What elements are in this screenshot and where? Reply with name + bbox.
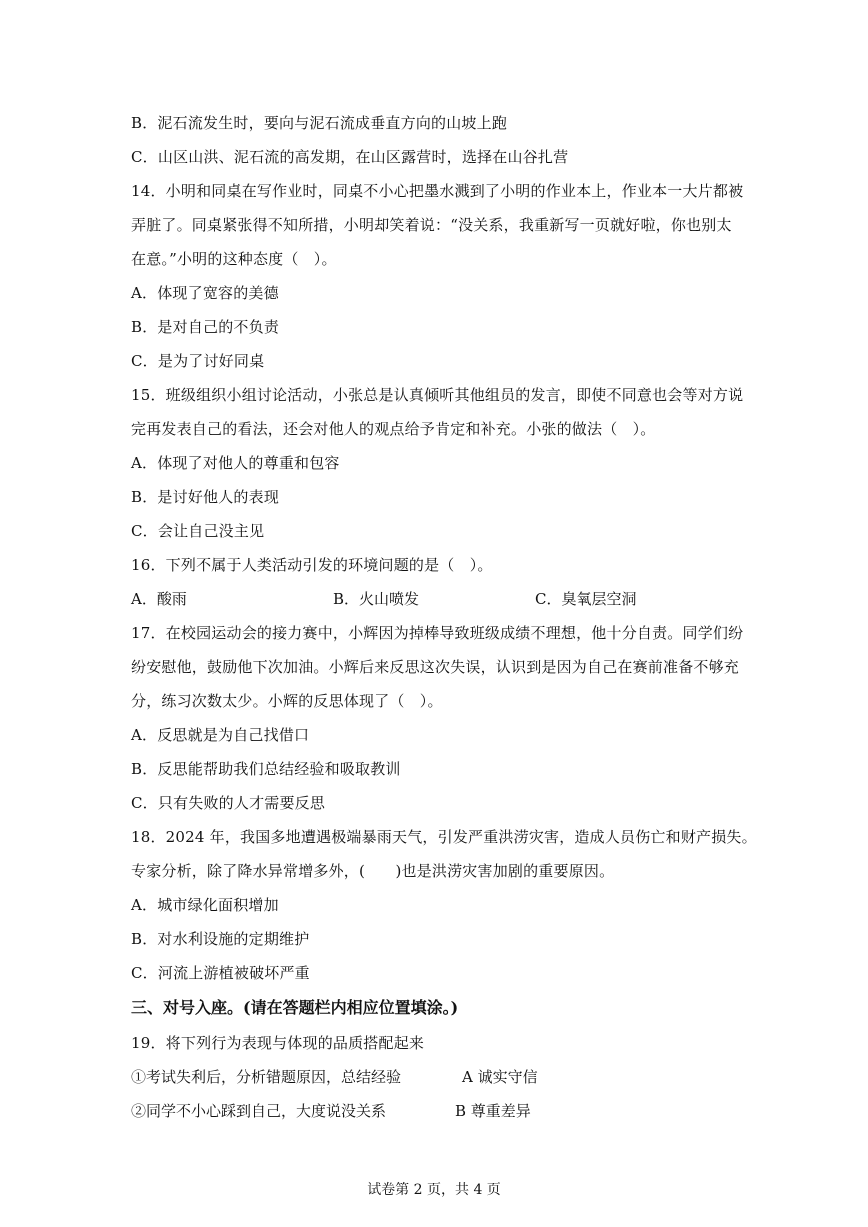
q19-stem: 19．将下列行为表现与体现的品质搭配起来 (131, 1034, 425, 1052)
q16-option-a: A．酸雨 (131, 590, 187, 608)
q14-option-c: C．是为了讨好同桌 (131, 352, 265, 370)
q18-stem-line1: 18．2024 年，我国多地遭遇极端暴雨天气，引发严重洪涝灾害，造成人员伤亡和财产损失。 (131, 828, 757, 846)
q19-quality: A 诚实守信 (462, 1068, 538, 1086)
q16-stem: 16．下列不属于人类活动引发的环境问题的是（ ）。 (131, 556, 493, 574)
q18-option-b: B．对水利设施的定期维护 (131, 930, 310, 948)
q14-stem-line1: 14．小明和同桌在写作业时，同桌不小心把墨水溅到了小明的作业本上，作业本一大片都被 (131, 182, 744, 200)
q16-option-b: B．火山喷发 (333, 590, 420, 608)
q17-option-c: C．只有失败的人才需要反思 (131, 794, 326, 812)
q17-option-b: B．反思能帮助我们总结经验和吸取教训 (131, 760, 401, 778)
q15-stem-line1: 15．班级组织小组讨论活动，小张总是认真倾听其他组员的发言，即使不同意也会等对方说 (131, 386, 744, 404)
q17-stem-line3: 分，练习次数太少。小辉的反思体现了（ ）。 (131, 692, 443, 710)
q18-option-c: C．河流上游植被破坏严重 (131, 964, 310, 982)
q19-behavior: ②同学不小心踩到自己，大度说没关系 (131, 1102, 387, 1120)
q16-option-c: C．臭氧层空洞 (535, 590, 637, 608)
q17-stem-line1: 17．在校园运动会的接力赛中，小辉因为掉棒导致班级成绩不理想，他十分自责。同学们纷 (131, 624, 744, 642)
q14-stem-line3: 在意。”小明的这种态度（ ）。 (131, 250, 337, 268)
q17-stem-line2: 纷安慰他，鼓励他下次加油。小辉后来反思这次失误，认识到是因为自己在赛前准备不够充 (131, 658, 740, 676)
q15-stem-line2: 完再发表自己的看法，还会对他人的观点给予肯定和补充。小张的做法（ ）。 (131, 420, 656, 438)
q13-option-c: C．山区山洪、泥石流的高发期，在山区露营时，选择在山谷扎营 (131, 148, 569, 166)
q15-option-b: B．是讨好他人的表现 (131, 488, 280, 506)
q15-option-c: C．会让自己没主见 (131, 522, 265, 540)
q14-option-b: B．是对自己的不负责 (131, 318, 280, 336)
section-heading: 三、对号入座。(请在答题栏内相应位置填涂。) (131, 998, 459, 1017)
q18-stem-line2: 专家分析，除了降水异常增多外，( )也是洪涝灾害加剧的重要原因。 (131, 862, 615, 880)
q17-option-a: A．反思就是为自己找借口 (131, 726, 310, 744)
q18-option-a: A．城市绿化面积增加 (131, 896, 279, 914)
q14-option-a: A．体现了宽容的美德 (131, 284, 279, 302)
q19-quality: B 尊重差异 (455, 1102, 531, 1120)
q19-behavior: ①考试失利后，分析错题原因，总结经验 (131, 1068, 402, 1086)
page-footer: 试卷第 2 页，共 4 页 (367, 1182, 501, 1198)
q14-stem-line2: 弄脏了。同桌紧张得不知所措，小明却笑着说：“没关系，我重新写一页就好啦，你也别太 (131, 216, 732, 234)
q13-option-b: B．泥石流发生时，要向与泥石流成垂直方向的山坡上跑 (131, 114, 508, 132)
q15-option-a: A．体现了对他人的尊重和包容 (131, 454, 340, 472)
